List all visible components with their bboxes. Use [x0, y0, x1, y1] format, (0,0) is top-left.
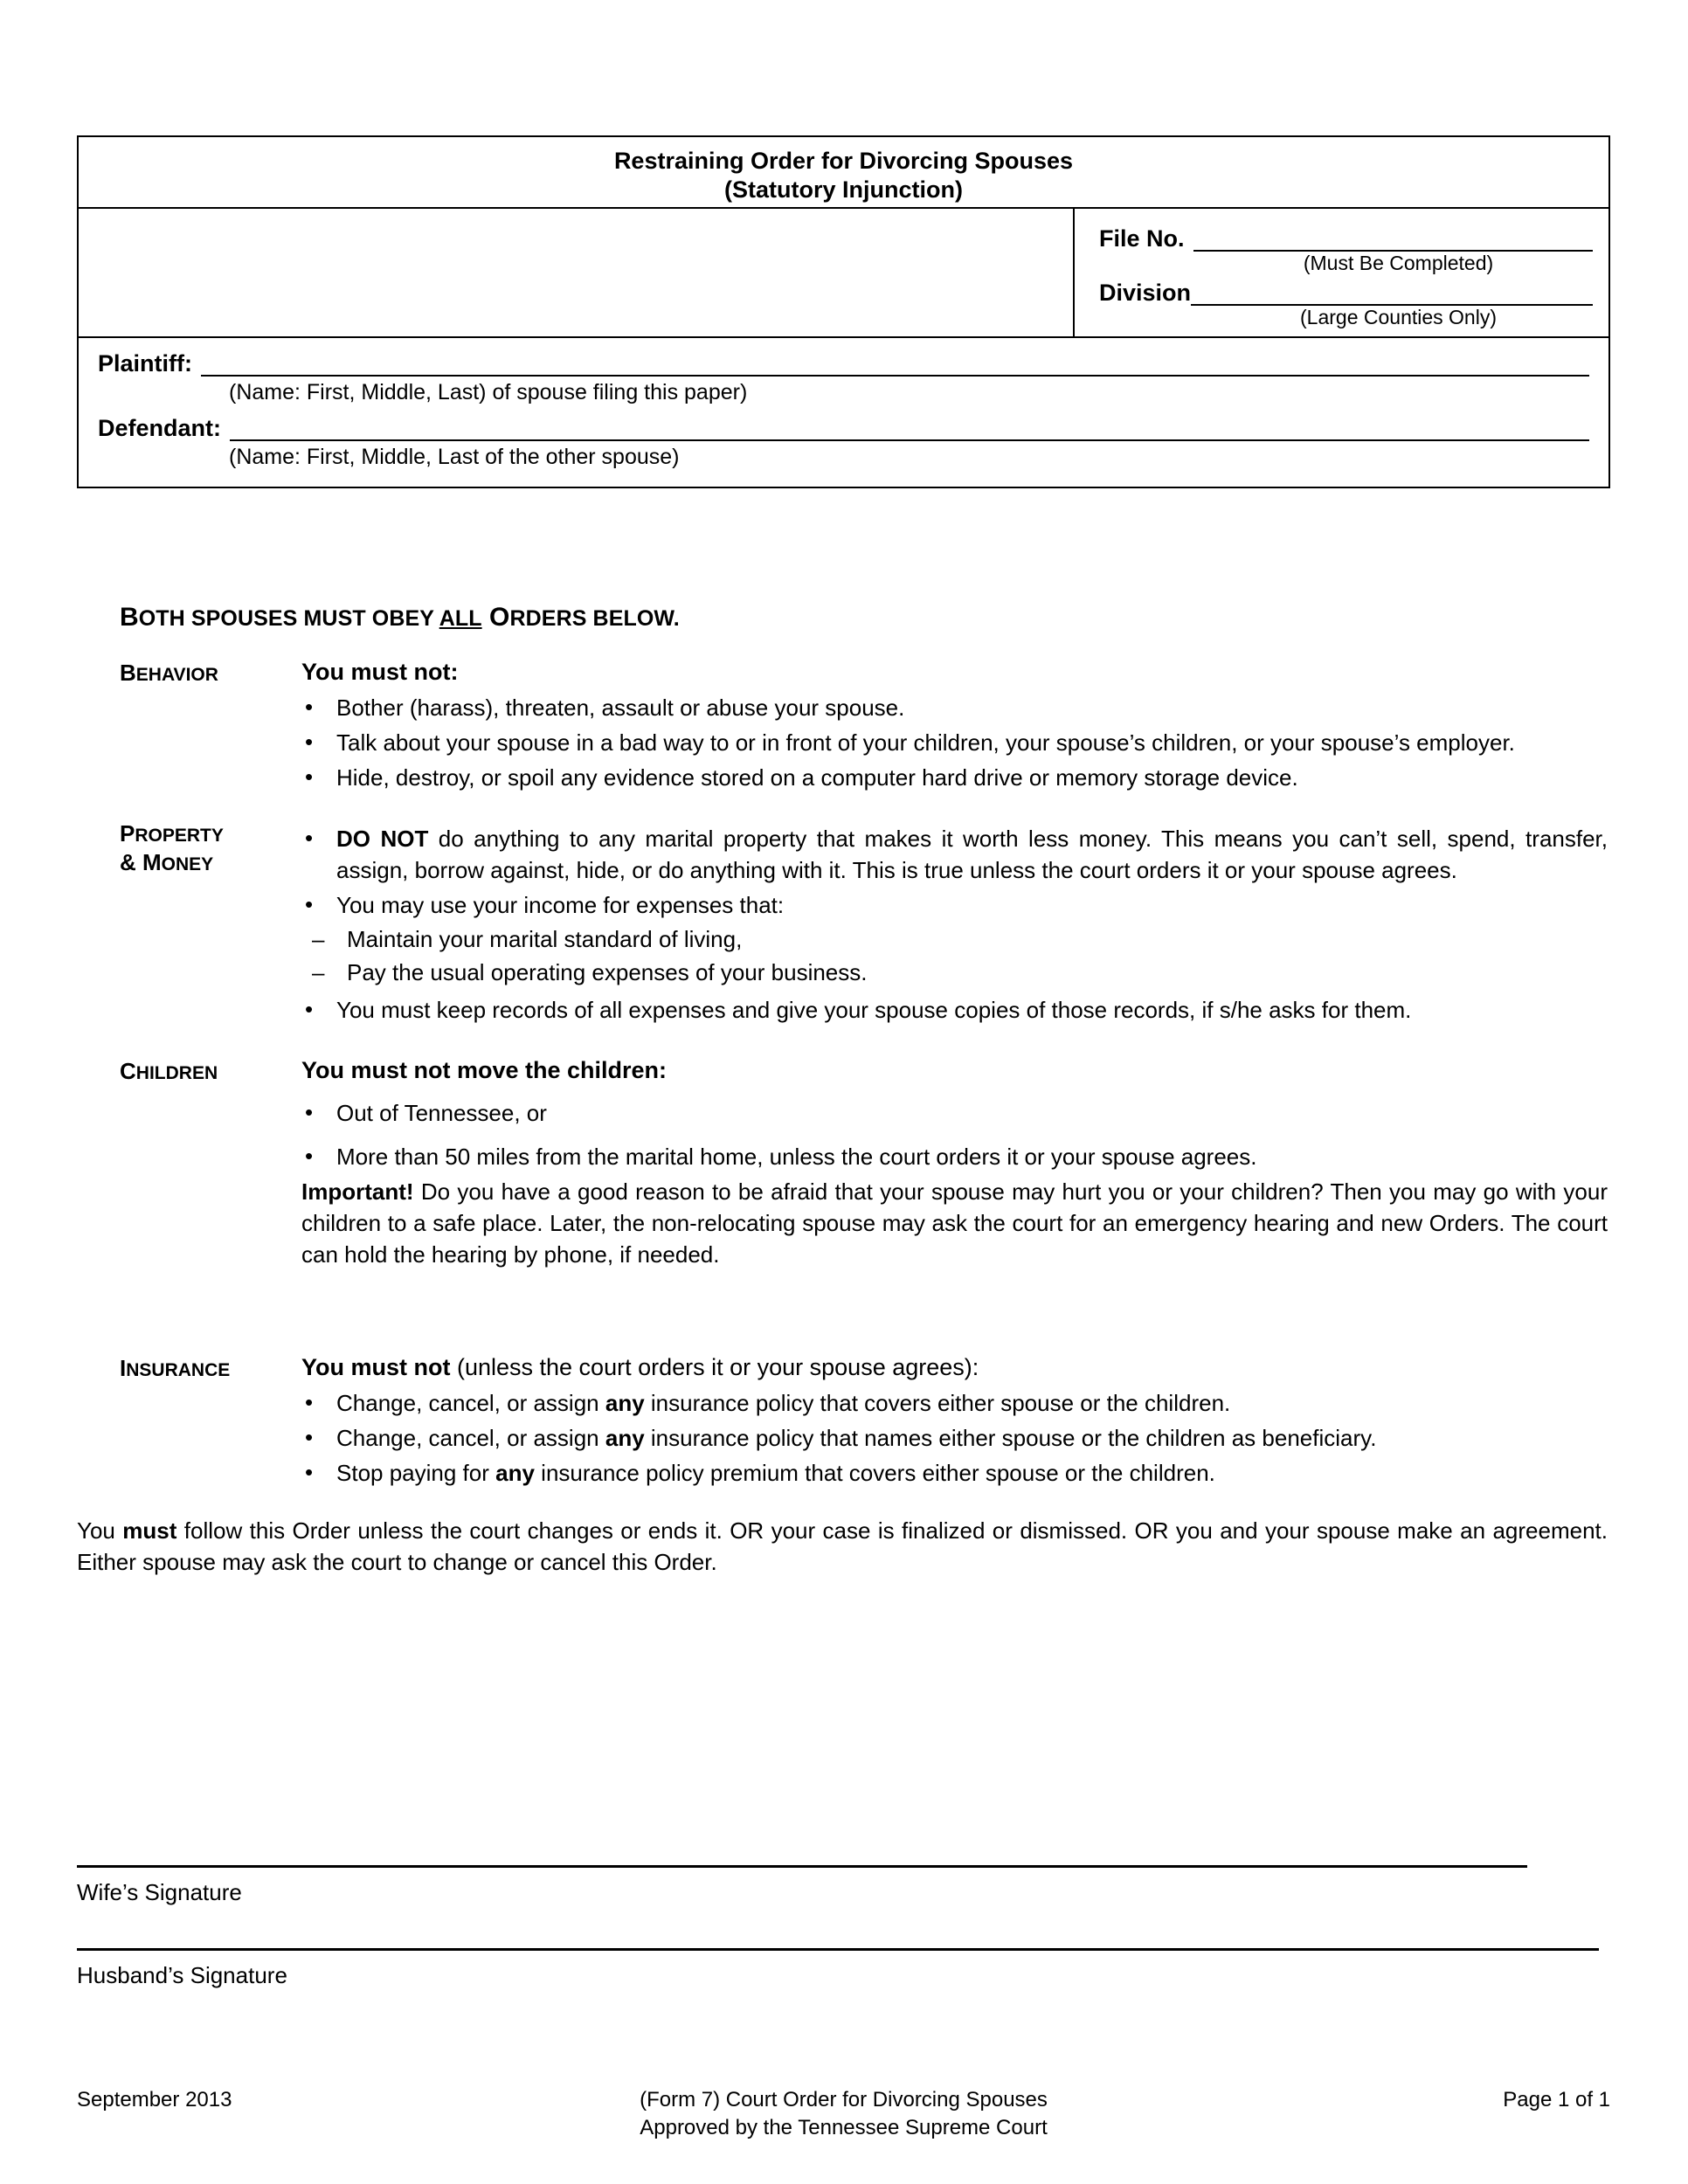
- list-item: • Talk about your spouse in a bad way to or in front of your children, your spouse’s children, or your spouse’s employer.: [301, 727, 1608, 758]
- defendant-input[interactable]: [230, 417, 1589, 441]
- wife-signature-label: Wife’s Signature: [77, 1879, 242, 1905]
- footer-approval: [77, 2114, 1610, 2142]
- children-cap: C: [120, 1058, 136, 1084]
- money-cap: & M: [120, 849, 162, 875]
- list-item: • More than 50 miles from the marital home, unless the court orders it or your spouse agrees.: [301, 1141, 1608, 1172]
- insurance-lead-rest: (unless the court orders it or your spouse agrees):: [450, 1354, 979, 1380]
- ins-b1-any: any: [605, 1390, 645, 1416]
- plaintiff-hint: (Name: First, Middle, Last) of spouse filing this paper): [229, 380, 748, 404]
- list-item: • You must keep records of all expenses and give your spouse copies of those records, if s/he asks for them.: [301, 994, 1608, 1026]
- file-no-row: [1099, 225, 1593, 252]
- ins-b3-post: insurance policy premium that covers either spouse or the children.: [534, 1460, 1215, 1486]
- list-item: • Hide, destroy, or spoil any evidence stored on a computer hard drive or memory storage device.: [301, 762, 1608, 793]
- insurance-cap: I: [120, 1355, 127, 1381]
- husband-signature-label: Husband’s Signature: [77, 1962, 287, 1988]
- file-no-input[interactable]: [1193, 227, 1593, 252]
- ins-b2-post: insurance policy that names either spouse or the children as beneficiary.: [644, 1425, 1377, 1451]
- obey-all-underlined: ALL: [439, 606, 482, 631]
- page-footer: [77, 2086, 1610, 2142]
- property-rest: ROPERTY: [135, 826, 224, 846]
- caption-file-cell: [1075, 209, 1608, 336]
- children-bullet-list: [301, 1097, 1608, 1172]
- section-label-children: [120, 1055, 301, 1270]
- division-hint: (Large Counties Only): [1300, 306, 1497, 328]
- section-label-behavior: [120, 657, 301, 793]
- section-behavior: [120, 657, 1688, 793]
- money-rest: ONEY: [161, 854, 214, 874]
- ins-b3-any: any: [495, 1460, 535, 1486]
- list-item: – Maintain your marital standard of living,: [301, 923, 1608, 956]
- important-emphasis: Important!: [301, 1178, 414, 1205]
- list-item: • Bother (harass), threaten, assault or abuse your spouse.: [301, 692, 1608, 723]
- obey-cap-o: O: [481, 603, 510, 632]
- parties-row: [79, 338, 1608, 487]
- division-row: [1099, 280, 1593, 306]
- file-no-label: File No.: [1099, 225, 1185, 252]
- signature-block: [77, 1865, 1610, 2031]
- insurance-bullet-list: [301, 1387, 1608, 1489]
- list-item: [301, 1387, 1608, 1419]
- section-body-children: [301, 1055, 1688, 1270]
- list-item: • You may use your income for expenses that:: [301, 889, 1608, 921]
- property-bullet-1-text: do anything to any marital property that makes it worth less money. This means you can’t sell, spend, transfer, assign, borrow against, hide, or do anything with it. This is true unless the court orders it or your spouse agrees.: [336, 826, 1608, 883]
- obey-all-orders-heading: [120, 603, 1688, 632]
- ins-b2-any: any: [605, 1425, 645, 1451]
- footer-page-number: Page 1 of 1: [1503, 2088, 1610, 2111]
- page-title: [614, 147, 1073, 204]
- orders-body: [0, 603, 1688, 1578]
- section-property-money: [120, 818, 1688, 1026]
- insurance-rest: NSURANCE: [126, 1360, 231, 1380]
- closing-post: follow this Order unless the court changes or ends it. OR your case is finalized or dismissed. OR you and your spouse make an agreement. Either spouse may ask the court to change or cancel this Order.: [77, 1517, 1608, 1575]
- obey-text-2: RDERS BELOW.: [509, 606, 680, 631]
- defendant-label: Defendant:: [98, 415, 221, 441]
- case-caption-table: [77, 135, 1610, 488]
- closing-pre: You: [77, 1517, 123, 1544]
- title-line-1: Restraining Order for Divorcing Spouses: [613, 148, 1074, 174]
- property-bullet-list-2: [301, 994, 1608, 1026]
- plaintiff-row: [98, 350, 1589, 377]
- behavior-lead: You must not:: [301, 659, 459, 685]
- footer-approval-text: Approved by the Tennessee Supreme Court: [640, 2116, 1048, 2139]
- footer-form-name: (Form 7) Court Order for Divorcing Spouses: [640, 2088, 1048, 2111]
- list-item: [301, 823, 1608, 886]
- insurance-lead: [301, 1352, 1608, 1382]
- ins-b3-pre: Stop paying for: [336, 1460, 496, 1486]
- footer-row: [77, 2086, 1610, 2114]
- obey-text-1: OTH SPOUSES MUST OBEY: [138, 606, 439, 631]
- defendant-hint: (Name: First, Middle, Last of the other spouse): [229, 445, 680, 469]
- closing-paragraph: [77, 1515, 1608, 1578]
- children-important-note: [301, 1176, 1608, 1270]
- ins-b1-pre: Change, cancel, or assign: [336, 1390, 605, 1416]
- property-cap: P: [120, 820, 135, 847]
- do-not-emphasis: DO NOT: [336, 826, 429, 852]
- plaintiff-input[interactable]: [201, 352, 1589, 377]
- section-children: [120, 1055, 1688, 1270]
- file-no-hint: (Must Be Completed): [1303, 252, 1494, 274]
- behavior-bullet-list: [301, 692, 1608, 793]
- section-body-behavior: [301, 657, 1688, 793]
- behavior-cap: B: [120, 660, 136, 686]
- caption-title-row: [79, 137, 1608, 209]
- section-insurance: [120, 1352, 1688, 1489]
- property-sub-list: [301, 923, 1608, 989]
- division-label: Division: [1099, 280, 1192, 306]
- section-body-insurance: [301, 1352, 1688, 1489]
- list-item: – Pay the usual operating expenses of your business.: [301, 956, 1608, 989]
- caption-court-cell: [79, 209, 1075, 336]
- list-item: • Out of Tennessee, or: [301, 1097, 1608, 1129]
- closing-must: must: [122, 1517, 177, 1544]
- children-lead: You must not move the children:: [301, 1057, 668, 1083]
- list-item: [301, 1422, 1608, 1454]
- section-label-insurance: [120, 1352, 301, 1489]
- section-label-property-money: [120, 818, 301, 1026]
- plaintiff-label: Plaintiff:: [98, 350, 192, 377]
- list-item: [301, 1457, 1608, 1489]
- title-line-2: (Statutory Injunction): [724, 176, 963, 203]
- children-rest: HILDREN: [135, 1063, 218, 1083]
- obey-cap-b: B: [120, 603, 139, 632]
- behavior-rest: EHAVIOR: [135, 665, 218, 685]
- defendant-row: [98, 415, 1589, 441]
- footer-date: September 2013: [77, 2088, 232, 2111]
- caption-middle-row: [79, 209, 1608, 338]
- division-input[interactable]: [1191, 281, 1593, 306]
- section-body-property-money: [301, 818, 1688, 1026]
- property-bullet-list: [301, 823, 1608, 921]
- insurance-lead-bold: You must not: [301, 1354, 451, 1380]
- ins-b2-pre: Change, cancel, or assign: [336, 1425, 605, 1451]
- important-text: Do you have a good reason to be afraid that your spouse may hurt you or your children? Then you may go with your children to a safe place. Later, the non-relocating spouse may ask the court for an emergency hearing and new Orders. The court can hold the hearing by phone, if needed.: [301, 1178, 1608, 1268]
- ins-b1-post: insurance policy that covers either spouse or the children.: [644, 1390, 1231, 1416]
